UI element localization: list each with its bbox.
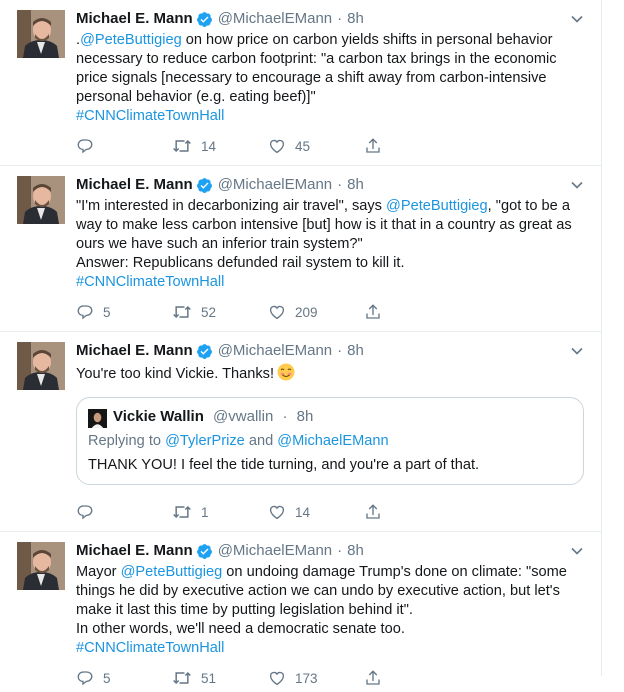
tweet-text	[76, 363, 586, 384]
share-button[interactable]	[364, 137, 460, 155]
author-handle[interactable]: @MichaelEMann	[217, 342, 333, 359]
like-count: 45	[295, 138, 311, 154]
tweet-text-line	[76, 254, 586, 273]
retweet-count: 1	[201, 504, 209, 520]
share-icon	[364, 303, 382, 321]
tweet[interactable]	[0, 532, 601, 692]
chevron-down-icon[interactable]	[570, 178, 584, 192]
heart-icon	[268, 303, 286, 321]
tweet-actions	[76, 503, 460, 521]
hashtag-link[interactable]: #CNNClimateTownHall	[76, 640, 225, 656]
like-button[interactable]	[268, 503, 364, 521]
tweet-actions	[76, 303, 460, 321]
separator: ·	[282, 408, 288, 425]
avatar[interactable]	[88, 409, 107, 428]
retweet-count: 52	[201, 304, 217, 320]
like-button[interactable]	[268, 303, 364, 321]
reply-button[interactable]	[76, 303, 172, 321]
reply-button[interactable]	[76, 503, 172, 521]
reply-icon	[76, 303, 94, 321]
tweet-text-line	[76, 50, 586, 69]
text-segment: Answer: Republicans defunded rail system to kill it.	[76, 255, 405, 271]
author-name[interactable]: Michael E. Mann	[76, 10, 193, 27]
tweet-text-line	[76, 620, 586, 639]
separator: ·	[337, 542, 343, 559]
mention-link[interactable]: @PeteButtigieg	[386, 198, 488, 214]
reply-icon	[76, 669, 94, 687]
heart-icon	[268, 669, 286, 687]
reply-button[interactable]	[76, 669, 172, 687]
timestamp[interactable]: 8h	[347, 176, 364, 193]
separator: ·	[337, 176, 343, 193]
replying-mention[interactable]: @TylerPrize	[165, 433, 245, 449]
replying-and: and	[244, 433, 278, 449]
tweet-text	[76, 31, 586, 126]
reply-icon	[76, 503, 94, 521]
timestamp[interactable]: 8h	[347, 342, 364, 359]
tweet-text-line	[76, 273, 586, 292]
heart-icon	[268, 137, 286, 155]
text-segment: way to make less carbon intensive [but] how is it that in a country as great as	[76, 217, 572, 233]
share-button[interactable]	[364, 303, 460, 321]
reply-button[interactable]	[76, 137, 172, 155]
retweet-icon	[172, 503, 192, 521]
verified-badge-icon	[196, 177, 213, 194]
timestamp[interactable]: 8h	[347, 542, 364, 559]
hashtag-link[interactable]: #CNNClimateTownHall	[76, 108, 225, 124]
text-segment: things he did by executive action we can undo by executive action, but let's	[76, 583, 560, 599]
separator: ·	[337, 10, 343, 27]
mention-link[interactable]: @PeteButtigieg	[80, 32, 182, 48]
share-icon	[364, 669, 382, 687]
retweet-button[interactable]	[172, 669, 268, 687]
mention-link[interactable]: @PeteButtigieg	[120, 564, 223, 580]
tweet[interactable]	[0, 0, 601, 166]
author-name[interactable]: Michael E. Mann	[76, 176, 193, 193]
tweet-text-line	[76, 582, 586, 601]
verified-badge-icon	[196, 11, 213, 28]
quoted-tweet[interactable]	[76, 397, 584, 485]
text-segment: , "got to be a	[487, 198, 570, 214]
share-icon	[364, 137, 382, 155]
text-segment: make it last this time by putting legislation behind it".	[76, 602, 413, 618]
tweet-text-line	[76, 31, 586, 50]
quoted-tweet-text: THANK YOU! I feel the tide turning, and you're a part of that.	[88, 457, 480, 473]
tweet-text-line	[76, 69, 586, 88]
share-button[interactable]	[364, 503, 460, 521]
author-handle[interactable]: @MichaelEMann	[217, 10, 333, 27]
share-button[interactable]	[364, 669, 460, 687]
text-segment: Mayor	[76, 564, 121, 580]
text-segment: personal behavior (e.g. eating beef)]"	[76, 89, 316, 105]
chevron-down-icon[interactable]	[570, 344, 584, 358]
retweet-button[interactable]	[172, 137, 268, 155]
text-segment: "I'm interested in decarbonizing air travel", says	[76, 198, 387, 214]
replying-to	[88, 433, 389, 449]
like-button[interactable]	[268, 137, 364, 155]
tweet-text-line	[76, 639, 586, 658]
tweet-actions	[76, 137, 460, 155]
tweet-text-line	[76, 216, 586, 235]
quoted-author-handle[interactable]: @vwallin	[213, 408, 274, 425]
avatar[interactable]	[17, 10, 65, 58]
heart-icon	[268, 503, 286, 521]
tweet-text-line	[76, 235, 586, 254]
reply-icon	[76, 137, 94, 155]
chevron-down-icon[interactable]	[570, 544, 584, 558]
timestamp[interactable]: 8h	[347, 10, 364, 27]
smiling-face-emoji	[277, 363, 295, 381]
tweet-text-line	[76, 197, 586, 216]
replying-prefix: Replying to	[88, 433, 166, 449]
retweet-button[interactable]	[172, 503, 268, 521]
author-name[interactable]: Michael E. Mann	[76, 542, 193, 559]
tweet-text	[76, 197, 586, 292]
hashtag-link[interactable]: #CNNClimateTownHall	[76, 274, 225, 290]
text-segment: necessary to reduce carbon footprint: "a carbon tax brings in the economic	[76, 51, 557, 67]
avatar[interactable]	[17, 176, 65, 224]
avatar[interactable]	[17, 542, 65, 590]
tweet-text-line	[76, 107, 586, 126]
like-count: 14	[295, 504, 311, 520]
retweet-icon	[172, 303, 192, 321]
retweet-count: 14	[201, 138, 217, 154]
retweet-count: 51	[201, 670, 217, 686]
tweet-text-content: You're too kind Vickie. Thanks!	[76, 366, 275, 382]
retweet-button[interactable]	[172, 303, 268, 321]
text-segment: on undoing damage Trump's done on climate: "some	[222, 564, 567, 580]
tweet-actions	[76, 669, 460, 687]
retweet-icon	[172, 669, 192, 687]
text-segment: In other words, we'll need a democratic senate too.	[76, 621, 405, 637]
text-segment: ours we have such an inferior train system?"	[76, 236, 363, 252]
tweet-text-line	[76, 563, 586, 582]
author-name[interactable]: Michael E. Mann	[76, 342, 193, 359]
tweet-text	[76, 563, 586, 658]
like-count: 209	[295, 304, 318, 320]
quoted-timestamp: 8h	[296, 408, 314, 425]
separator: ·	[337, 342, 343, 359]
author-handle[interactable]: @MichaelEMann	[217, 542, 333, 559]
retweet-icon	[172, 137, 192, 155]
text-segment: on how price on carbon yields shifts in personal behavior	[181, 32, 553, 48]
verified-badge-icon	[196, 343, 213, 360]
share-icon	[364, 503, 382, 521]
text-segment: price signals [necessary to encourage a shift away from carbon-intensive	[76, 70, 547, 86]
verified-badge-icon	[196, 543, 213, 560]
text-segment: .	[76, 32, 81, 48]
tweet[interactable]	[0, 332, 601, 532]
author-handle[interactable]: @MichaelEMann	[217, 176, 333, 193]
tweet-text-line	[76, 88, 586, 107]
avatar[interactable]	[17, 342, 65, 390]
tweet-text-line	[76, 601, 586, 620]
tweet[interactable]	[0, 166, 601, 332]
reply-count: 5	[103, 304, 111, 320]
reply-count: 5	[103, 670, 111, 686]
like-button[interactable]	[268, 669, 364, 687]
chevron-down-icon[interactable]	[570, 12, 584, 26]
replying-mention[interactable]: @MichaelEMann	[277, 433, 389, 449]
quoted-author-name[interactable]: Vickie Wallin	[113, 408, 204, 425]
like-count: 173	[295, 670, 318, 686]
